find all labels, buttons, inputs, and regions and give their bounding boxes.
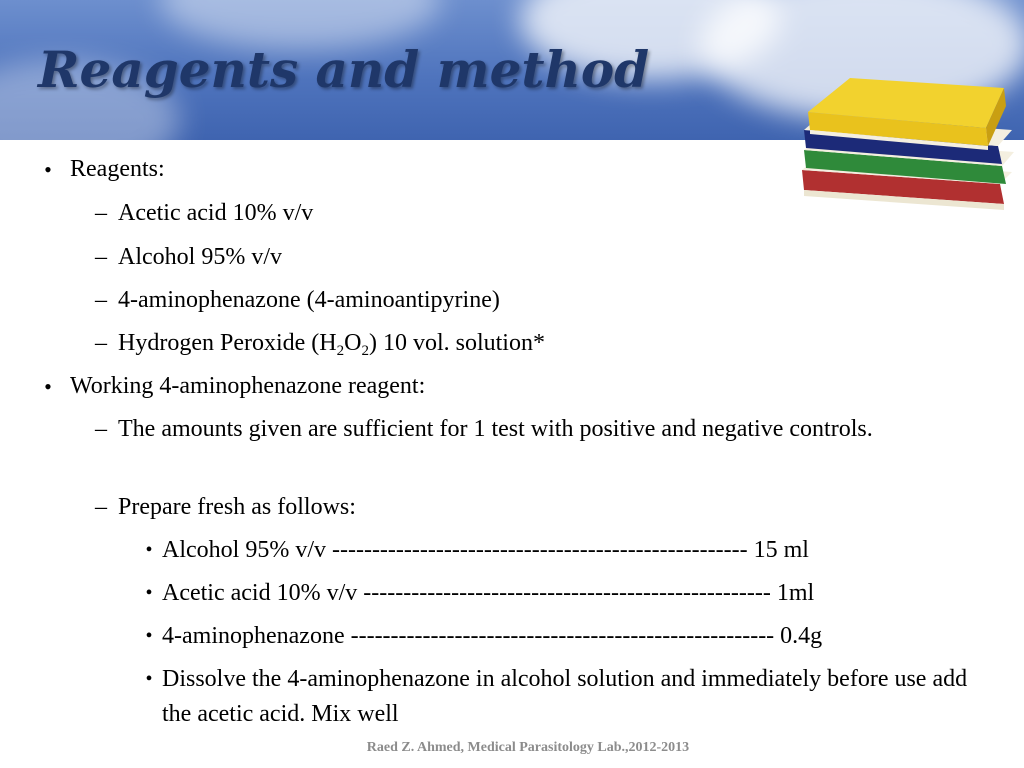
- bullet-marker: •: [145, 668, 153, 690]
- dash-marker: –: [95, 494, 107, 520]
- dash-marker: –: [95, 287, 107, 313]
- reagent-item-peroxide: [0, 326, 545, 361]
- dash-marker: –: [95, 200, 107, 226]
- bullet-marker: •: [145, 625, 153, 647]
- reagent-item: [0, 283, 500, 318]
- bullet-marker: •: [44, 374, 52, 399]
- books-stack-icon: [790, 72, 1020, 232]
- step-item: [0, 576, 814, 611]
- step-text: 4-aminophenazone ----------------------------------------------------- 0.4g: [162, 623, 823, 649]
- step-text: Acetic acid 10% v/v --------------------------------------------------- 1ml: [162, 580, 815, 606]
- bullet-marker: •: [145, 539, 153, 561]
- reagent-item: [0, 240, 282, 275]
- dash-marker: –: [95, 416, 107, 442]
- slide-footer: Raed Z. Ahmed, Medical Parasitology Lab.,2012-2013: [366, 740, 690, 755]
- working-note: [0, 412, 980, 447]
- step-text: Dissolve the 4-aminophenazone in alcohol solution and immediately before use add the acetic acid. Mix well: [162, 666, 968, 727]
- step-item: [0, 619, 822, 654]
- subscript: 2: [336, 343, 345, 359]
- prepare-item: [0, 490, 356, 525]
- reagent-item-text: Acetic acid 10% v/v: [118, 200, 314, 226]
- peroxide-text: [118, 326, 545, 361]
- dash-marker: –: [95, 244, 107, 270]
- step-text: Alcohol 95% v/v ---------------------------------------------------- 15 ml: [162, 537, 809, 563]
- subscript: 2: [361, 343, 369, 359]
- bullet-working: [0, 369, 425, 404]
- step-item: [0, 662, 1000, 732]
- prepare-text: Prepare fresh as follows:: [118, 494, 356, 520]
- peroxide-prefix: Hydrogen Peroxide (H: [118, 330, 337, 356]
- peroxide-mid: O: [344, 330, 362, 356]
- working-note-text: The amounts given are sufficient for 1 test with positive and negative controls.: [118, 416, 873, 442]
- bullet-reagents: [0, 152, 165, 187]
- step-item: [0, 533, 809, 568]
- bullet-marker: •: [44, 157, 52, 182]
- slide-title: Reagents and method: [38, 40, 650, 99]
- reagent-item-text: 4-aminophenazone (4-aminoantipyrine): [118, 287, 500, 313]
- peroxide-suffix: ) 10 vol. solution*: [368, 330, 545, 356]
- reagent-item-text: Alcohol 95% v/v: [118, 244, 282, 270]
- working-heading: Working 4-aminophenazone reagent:: [70, 373, 426, 399]
- reagents-heading: Reagents:: [70, 156, 165, 182]
- bullet-marker: •: [145, 582, 153, 604]
- reagent-item: [0, 196, 313, 231]
- dash-marker: –: [95, 330, 107, 356]
